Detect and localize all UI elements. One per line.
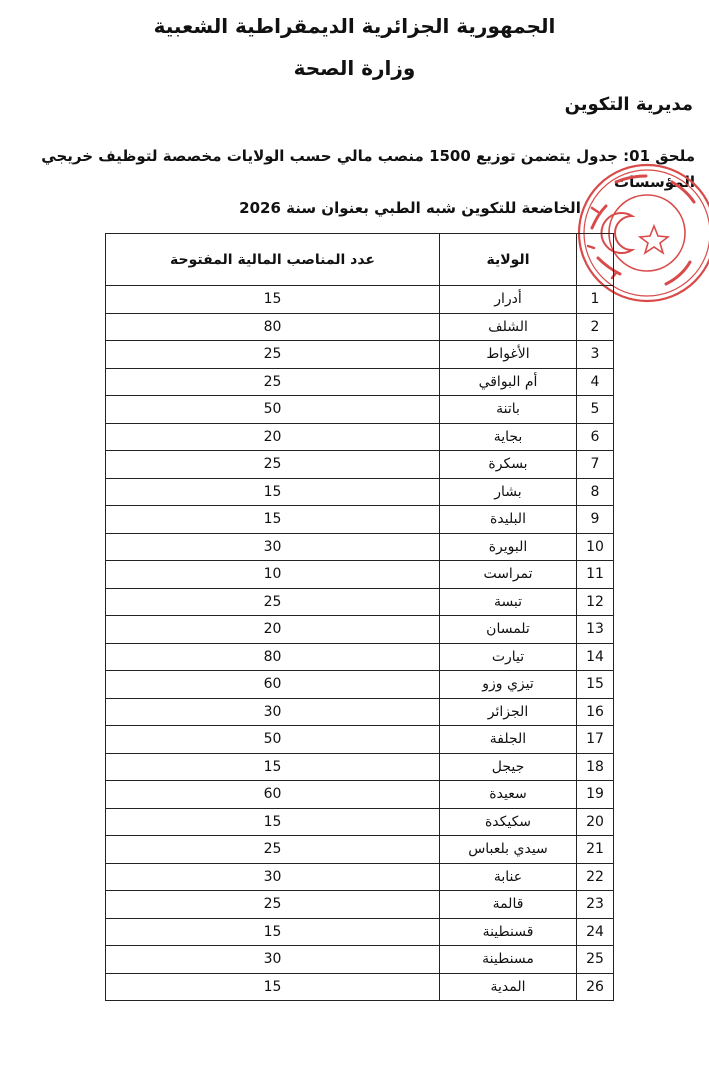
- table-row: [106, 726, 614, 754]
- row-wilaya: البليدة: [440, 506, 577, 534]
- table-header-row: [106, 234, 614, 286]
- row-number: 22: [577, 863, 614, 891]
- table-row: [106, 643, 614, 671]
- row-number: 25: [577, 946, 614, 974]
- row-wilaya: عنابة: [440, 863, 577, 891]
- table-row: [106, 286, 614, 314]
- table-row: [106, 451, 614, 479]
- row-number: 26: [577, 973, 614, 1001]
- row-number: 20: [577, 808, 614, 836]
- row-wilaya: تمراست: [440, 561, 577, 589]
- table-row: [106, 313, 614, 341]
- row-wilaya: بسكرة: [440, 451, 577, 479]
- row-wilaya: تبسة: [440, 588, 577, 616]
- row-number: 7: [577, 451, 614, 479]
- table-row: [106, 753, 614, 781]
- row-wilaya: البويرة: [440, 533, 577, 561]
- row-wilaya: أدرار: [440, 286, 577, 314]
- annex-line-2: الخاضعة للتكوين شبه الطبي بعنوان سنة 2026: [239, 199, 581, 217]
- row-number: 23: [577, 891, 614, 919]
- row-count: 15: [106, 918, 440, 946]
- row-number: 19: [577, 781, 614, 809]
- row-count: 25: [106, 341, 440, 369]
- row-wilaya: تيزي وزو: [440, 671, 577, 699]
- table-row: [106, 588, 614, 616]
- row-wilaya: تيارت: [440, 643, 577, 671]
- table-row: [106, 863, 614, 891]
- row-wilaya: جيجل: [440, 753, 577, 781]
- row-number: 21: [577, 836, 614, 864]
- row-count: 30: [106, 863, 440, 891]
- row-count: 80: [106, 313, 440, 341]
- annex-line-1: ملحق 01: جدول يتضمن توزيع 1500 منصب مالي حسب الولايات مخصصة لتوظيف خريجي المؤسسات: [41, 147, 695, 191]
- row-count: 30: [106, 946, 440, 974]
- row-wilaya: قسنطينة: [440, 918, 577, 946]
- row-number: 3: [577, 341, 614, 369]
- row-count: 25: [106, 368, 440, 396]
- row-wilaya: أم البواقي: [440, 368, 577, 396]
- row-wilaya: باتنة: [440, 396, 577, 424]
- row-wilaya: الأغواط: [440, 341, 577, 369]
- table-row: [106, 561, 614, 589]
- row-number: 5: [577, 396, 614, 424]
- row-number: 13: [577, 616, 614, 644]
- row-wilaya: الجزائر: [440, 698, 577, 726]
- row-number: 24: [577, 918, 614, 946]
- row-number: 2: [577, 313, 614, 341]
- row-count: 50: [106, 726, 440, 754]
- table-row: [106, 478, 614, 506]
- table-row: [106, 836, 614, 864]
- row-wilaya: سيدي بلعباس: [440, 836, 577, 864]
- row-number: 17: [577, 726, 614, 754]
- table-row: [106, 891, 614, 919]
- row-count: 15: [106, 753, 440, 781]
- row-wilaya: سعيدة: [440, 781, 577, 809]
- header-count: عدد المناصب المالية المفتوحة: [106, 234, 440, 286]
- table-row: [106, 368, 614, 396]
- republic-title: الجمهورية الجزائرية الديمقراطية الشعبية: [153, 14, 556, 38]
- row-count: 60: [106, 671, 440, 699]
- row-number: 1: [577, 286, 614, 314]
- table-row: [106, 781, 614, 809]
- header-num: [577, 234, 614, 286]
- row-number: 11: [577, 561, 614, 589]
- row-count: 15: [106, 506, 440, 534]
- row-count: 25: [106, 836, 440, 864]
- row-wilaya: قالمة: [440, 891, 577, 919]
- row-wilaya: بجاية: [440, 423, 577, 451]
- row-count: 80: [106, 643, 440, 671]
- row-count: 20: [106, 423, 440, 451]
- row-count: 50: [106, 396, 440, 424]
- row-count: 25: [106, 451, 440, 479]
- ministry-title: وزارة الصحة: [293, 56, 416, 80]
- row-count: 20: [106, 616, 440, 644]
- row-count: 15: [106, 286, 440, 314]
- row-number: 12: [577, 588, 614, 616]
- table-row: [106, 973, 614, 1001]
- row-number: 4: [577, 368, 614, 396]
- row-wilaya: الجلفة: [440, 726, 577, 754]
- row-number: 8: [577, 478, 614, 506]
- header-wilaya: الولاية: [440, 234, 577, 286]
- table-row: [106, 506, 614, 534]
- table-row: [106, 616, 614, 644]
- row-wilaya: سكيكدة: [440, 808, 577, 836]
- table-row: [106, 946, 614, 974]
- row-wilaya: المدية: [440, 973, 577, 1001]
- table-row: [106, 918, 614, 946]
- row-wilaya: تلمسان: [440, 616, 577, 644]
- table-row: [106, 533, 614, 561]
- row-count: 15: [106, 808, 440, 836]
- row-wilaya: مسنطينة: [440, 946, 577, 974]
- row-number: 18: [577, 753, 614, 781]
- wilaya-positions-table: [105, 233, 614, 1001]
- direction-title: مديرية التكوين: [564, 94, 693, 115]
- row-wilaya: الشلف: [440, 313, 577, 341]
- row-number: 14: [577, 643, 614, 671]
- row-count: 25: [106, 588, 440, 616]
- row-count: 15: [106, 478, 440, 506]
- table-row: [106, 396, 614, 424]
- table-row: [106, 671, 614, 699]
- row-count: 30: [106, 698, 440, 726]
- row-count: 30: [106, 533, 440, 561]
- row-number: 6: [577, 423, 614, 451]
- row-number: 10: [577, 533, 614, 561]
- table-row: [106, 808, 614, 836]
- table-row: [106, 698, 614, 726]
- row-wilaya: بشار: [440, 478, 577, 506]
- row-number: 16: [577, 698, 614, 726]
- row-number: 15: [577, 671, 614, 699]
- row-number: 9: [577, 506, 614, 534]
- row-count: 10: [106, 561, 440, 589]
- row-count: 60: [106, 781, 440, 809]
- row-count: 15: [106, 973, 440, 1001]
- table-row: [106, 423, 614, 451]
- row-count: 25: [106, 891, 440, 919]
- table-row: [106, 341, 614, 369]
